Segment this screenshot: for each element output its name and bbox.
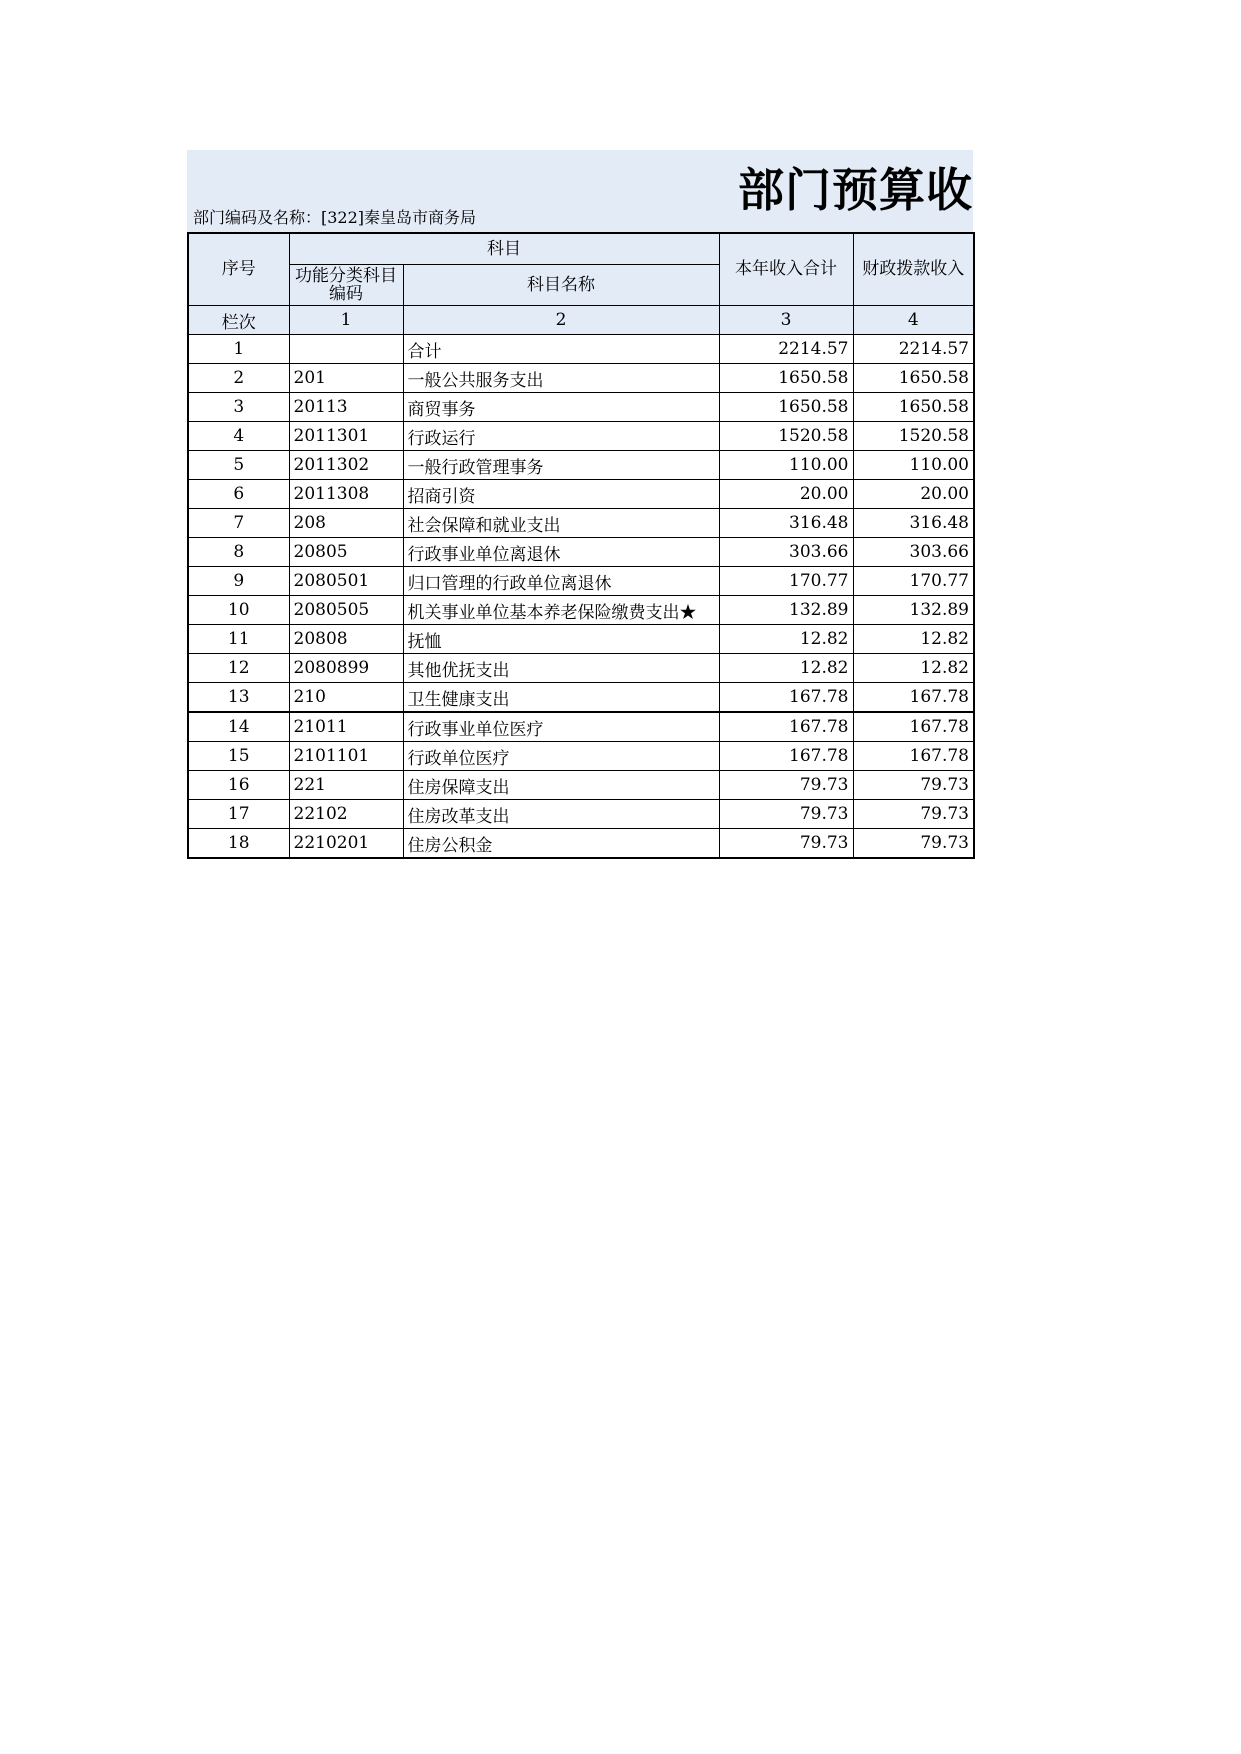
row-seq: 3 [188,393,289,422]
row-seq: 7 [188,509,289,538]
row-name: 一般公共服务支出 [403,364,719,393]
colnum-4: 4 [853,306,974,335]
row-name: 机关事业单位基本养老保险缴费支出★ [403,596,719,625]
row-code: 221 [289,771,403,800]
row-name: 行政事业单位医疗 [403,712,719,742]
colnum-1: 1 [289,306,403,335]
header-subject-name: 科目名称 [403,265,719,306]
header-band [187,150,973,232]
table-body [188,306,974,859]
row-total: 2214.57 [719,335,853,364]
row-fiscal: 167.78 [853,712,974,742]
row-total: 303.66 [719,538,853,567]
row-code: 2101101 [289,742,403,771]
row-seq: 4 [188,422,289,451]
table-row [188,364,974,393]
row-code: 2210201 [289,829,403,859]
row-total: 12.82 [719,625,853,654]
row-total: 20.00 [719,480,853,509]
row-code: 2080501 [289,567,403,596]
row-code: 210 [289,683,403,713]
table-row [188,451,974,480]
column-number-row [188,306,974,335]
row-total: 79.73 [719,829,853,859]
row-code: 22102 [289,800,403,829]
row-seq: 8 [188,538,289,567]
row-fiscal: 110.00 [853,451,974,480]
row-total: 132.89 [719,596,853,625]
row-fiscal: 167.78 [853,742,974,771]
table-row [188,509,974,538]
row-fiscal: 170.77 [853,567,974,596]
header-subject-group: 科目 [289,233,719,265]
table-row [188,683,974,713]
row-seq: 5 [188,451,289,480]
table-row [188,538,974,567]
table-row [188,771,974,800]
table-row [188,712,974,742]
row-fiscal: 2214.57 [853,335,974,364]
row-fiscal: 12.82 [853,625,974,654]
row-fiscal: 79.73 [853,800,974,829]
row-fiscal: 1650.58 [853,393,974,422]
row-fiscal: 12.82 [853,654,974,683]
row-code: 21011 [289,712,403,742]
row-name: 商贸事务 [403,393,719,422]
row-fiscal: 1520.58 [853,422,974,451]
table-row [188,335,974,364]
row-name: 归口管理的行政单位离退休 [403,567,719,596]
budget-sheet [187,150,973,859]
row-code: 20805 [289,538,403,567]
table-row [188,654,974,683]
table-row [188,422,974,451]
header-fiscal-income: 财政拨款收入 [853,233,974,306]
table-row [188,625,974,654]
row-fiscal: 1650.58 [853,364,974,393]
row-code: 20113 [289,393,403,422]
row-total: 316.48 [719,509,853,538]
row-total: 79.73 [719,800,853,829]
table-row [188,800,974,829]
row-code: 2011308 [289,480,403,509]
table-row [188,829,974,859]
row-total: 110.00 [719,451,853,480]
row-total: 1650.58 [719,364,853,393]
header-total-income: 本年收入合计 [719,233,853,306]
row-fiscal: 79.73 [853,829,974,859]
table-row [188,480,974,509]
row-seq: 11 [188,625,289,654]
table-row [188,596,974,625]
row-seq: 16 [188,771,289,800]
row-total: 12.82 [719,654,853,683]
budget-table [187,232,975,859]
row-fiscal: 303.66 [853,538,974,567]
row-code [289,335,403,364]
department-label: 部门编码及名称：[322]秦皇岛市商务局 [193,208,477,227]
row-total: 1520.58 [719,422,853,451]
row-fiscal: 316.48 [853,509,974,538]
row-code: 2080899 [289,654,403,683]
row-name: 抚恤 [403,625,719,654]
row-fiscal: 20.00 [853,480,974,509]
row-name: 招商引资 [403,480,719,509]
row-seq: 2 [188,364,289,393]
row-name: 住房改革支出 [403,800,719,829]
row-seq: 12 [188,654,289,683]
row-code: 2080505 [289,596,403,625]
row-code: 201 [289,364,403,393]
row-seq: 9 [188,567,289,596]
row-seq: 14 [188,712,289,742]
row-name: 合计 [403,335,719,364]
table-row [188,742,974,771]
row-total: 167.78 [719,742,853,771]
row-seq: 17 [188,800,289,829]
row-seq: 6 [188,480,289,509]
row-fiscal: 167.78 [853,683,974,713]
row-seq: 18 [188,829,289,859]
row-fiscal: 79.73 [853,771,974,800]
row-total: 167.78 [719,683,853,713]
row-code: 208 [289,509,403,538]
row-total: 1650.58 [719,393,853,422]
row-seq: 15 [188,742,289,771]
row-name: 卫生健康支出 [403,683,719,713]
row-total: 167.78 [719,712,853,742]
row-code: 20808 [289,625,403,654]
row-total: 170.77 [719,567,853,596]
row-seq: 13 [188,683,289,713]
colnum-3: 3 [719,306,853,335]
row-name: 行政运行 [403,422,719,451]
table-row [188,393,974,422]
colnum-label: 栏次 [188,306,289,335]
row-name: 一般行政管理事务 [403,451,719,480]
row-seq: 1 [188,335,289,364]
table-row [188,567,974,596]
row-name: 行政事业单位离退休 [403,538,719,567]
row-name: 其他优抚支出 [403,654,719,683]
header-seq: 序号 [188,233,289,306]
row-name: 住房保障支出 [403,771,719,800]
row-total: 79.73 [719,771,853,800]
row-name: 行政单位医疗 [403,742,719,771]
header-func-code: 功能分类科目编码 [289,265,403,306]
colnum-2: 2 [403,306,719,335]
page-title: 部门预算收 [738,163,973,217]
row-name: 社会保障和就业支出 [403,509,719,538]
row-fiscal: 132.89 [853,596,974,625]
row-code: 2011302 [289,451,403,480]
row-seq: 10 [188,596,289,625]
row-name: 住房公积金 [403,829,719,859]
row-code: 2011301 [289,422,403,451]
